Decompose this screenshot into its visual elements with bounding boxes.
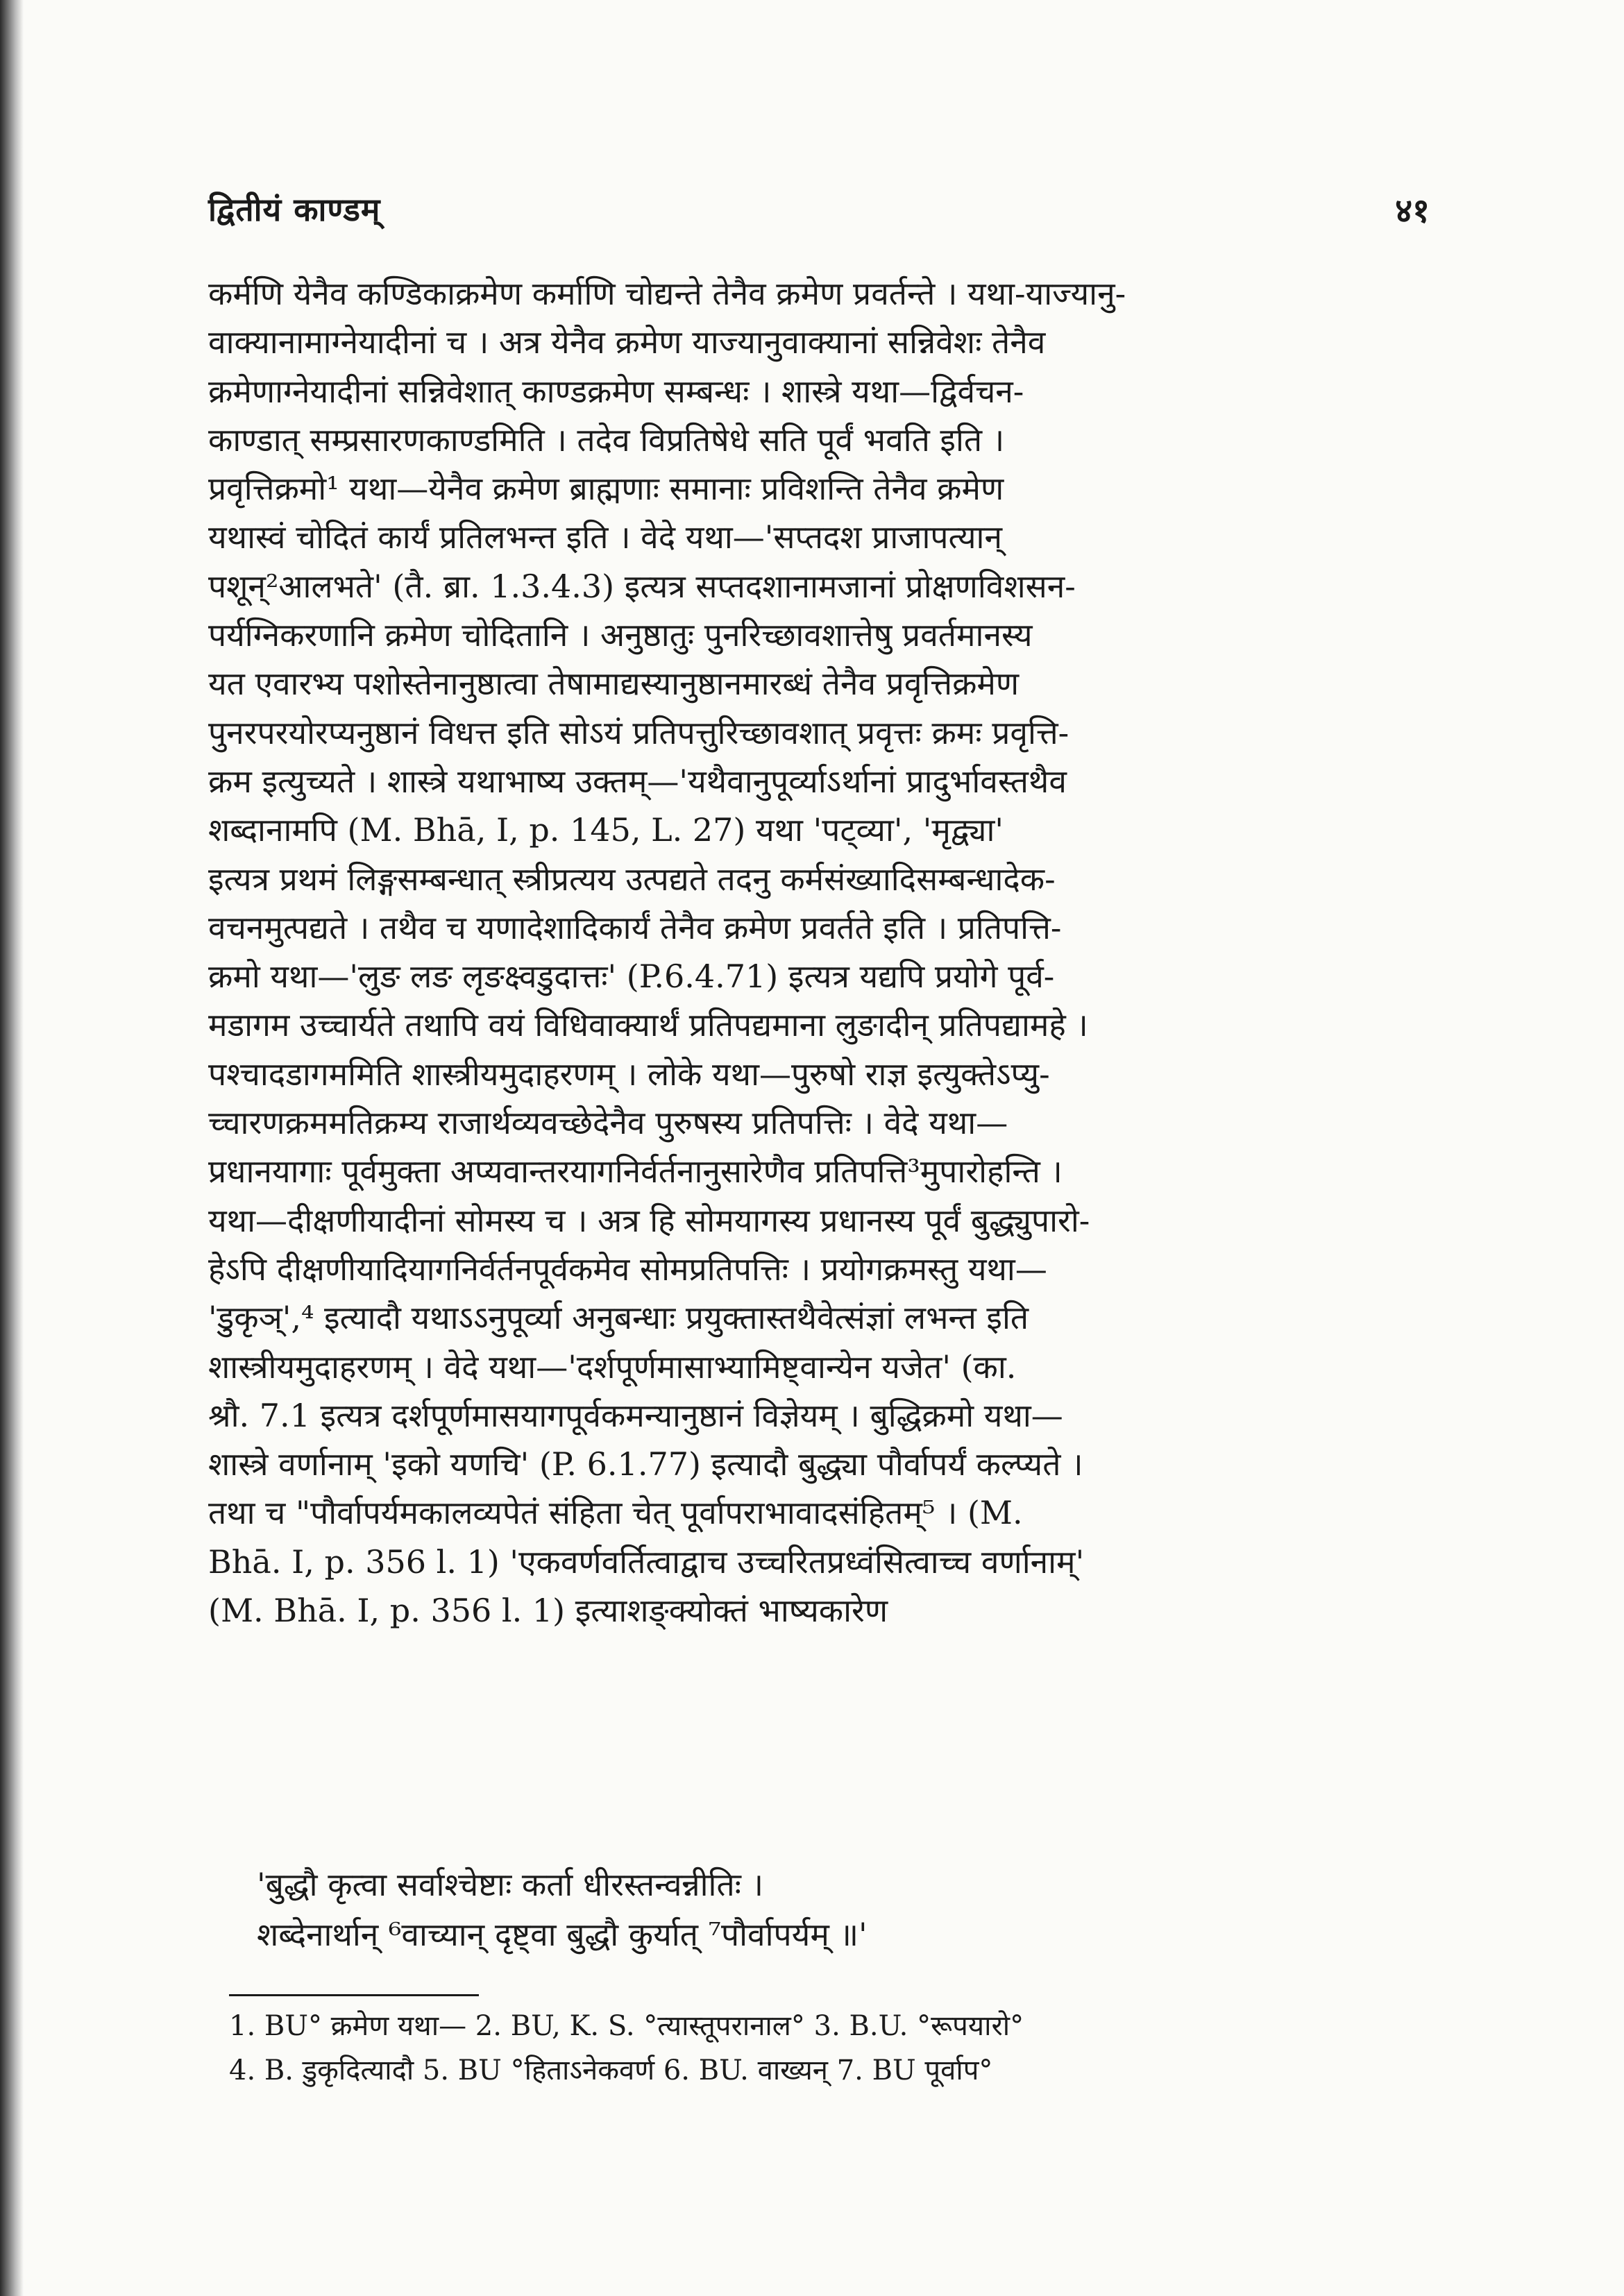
text-line: यथास्वं चोदितं कार्यं प्रतिलभन्त इति । वेदे यथा—'सप्तदश प्राजापत्यान् <box>208 518 1002 556</box>
footnote-separator <box>229 1994 479 1996</box>
body-paragraph <box>208 269 1395 1635</box>
footnote-line: 1. BU° क्रमेण यथा— 2. BU, K. S. °त्यास्तूपरानाल° 3. B.U. °रूपयारो° <box>229 2010 1024 2042</box>
text-line: पशून्²आलभते' (तै. ब्रा. 1.3.4.3) इत्यत्र सप्तदशानामजानां प्रोक्षणविशसन- <box>208 567 1076 605</box>
text-line: इत्यत्र प्रथमं लिङ्गसम्बन्धात् स्त्रीप्रत्यय उत्पद्यते तदनु कर्मसंख्यादिसम्बन्धादेक- <box>208 860 1056 898</box>
text-line: शब्दानामपि (M. Bhā, I, p. 145, L. 27) यथा 'पट्व्या', 'मृद्व्या' <box>208 811 1004 849</box>
text-line: (M. Bhā. I, p. 356 l. 1) इत्याशङ्क्योक्तं भाष्यकारेण <box>208 1592 888 1630</box>
footnotes <box>229 2004 1409 2093</box>
text-line: पश्चादडागममिति शास्त्रीयमुदाहरणम् । लोके यथा—पुरुषो राज्ञ इत्युक्तेऽप्यु- <box>208 1055 1050 1093</box>
text-line: शास्त्रीयमुदाहरणम् । वेदे यथा—'दर्शपूर्णमासाभ्यामिष्ट्वान्येन यजेत' (का. <box>208 1347 1017 1386</box>
verse-line: शब्देनार्थान् ⁶वाच्यान् दृष्ट्वा बुद्धौ कुर्यात् ⁷पौर्वापर्यम् ॥' <box>257 1916 868 1953</box>
text-line: पुनरपरयोरप्यनुष्ठानं विधत्त इति सोऽयं प्रतिपत्तुरिच्छावशात् प्रवृत्तः क्रमः प्रवृत्ति- <box>208 713 1069 751</box>
text-line: शास्त्रे वर्णानाम् 'इको यणचि' (P. 6.1.77) इत्यादौ बुद्ध्या पौर्वापर्यं कल्प्यते । <box>208 1445 1083 1483</box>
text-line: श्रौ. 7.1 इत्यत्र दर्शपूर्णमासयागपूर्वकमन्यानुष्ठानं विज्ञेयम् । बुद्धिक्रमो यथा— <box>208 1396 1063 1434</box>
text-line: क्रम इत्युच्यते । शास्त्रे यथाभाष्य उक्तम्—'यथैवानुपूर्व्याऽर्थानां प्रादुर्भावस्तथैव <box>208 762 1067 800</box>
text-line: यथा—दीक्षणीयादीनां सोमस्य च । अत्र हि सोमयागस्य प्रधानस्य पूर्वं बुद्ध्युपारो- <box>208 1201 1090 1239</box>
verse-line: 'बुद्धौ कृत्वा सर्वाश्चेष्टाः कर्ता धीरस्तन्वन्नीतिः । <box>257 1866 764 1903</box>
text-line: तथा च "पौर्वापर्यमकालव्यपेतं संहिता चेत् पूर्वापराभावादसंहितम्⁵ । (M. <box>208 1494 1023 1532</box>
page-header <box>208 187 1430 250</box>
text-line: पर्यग्निकरणानि क्रमेण चोदितानि । अनुष्ठातुः पुनरिच्छावशात्तेषु प्रवर्तमानस्य <box>208 616 1033 654</box>
running-title: द्वितीयं काण्डम् <box>208 191 381 228</box>
verse-quote <box>257 1860 1298 1959</box>
text-line: प्रवृत्तिक्रमो¹ यथा—येनैव क्रमेण ब्राह्मणाः समानाः प्रविशन्ति तेनैव क्रमेण <box>208 470 1004 508</box>
text-line: क्रमो यथा—'लुङ लङ लृङक्ष्वडुदात्तः' (P.6.4.71) इत्यत्र यद्यपि प्रयोगे पूर्व- <box>208 958 1055 996</box>
text-line: हेऽपि दीक्षणीयादियागनिर्वर्तनपूर्वकमेव सोमप्रतिपत्तिः । प्रयोगक्रमस्तु यथा— <box>208 1250 1047 1288</box>
text-line: मडागम उच्चार्यते तथापि वयं विधिवाक्यार्थं प्रतिपद्यमाना लुङादीन् प्रतिपद्यामहे । <box>208 1006 1088 1044</box>
text-line: वचनमुत्पद्यते । तथैव च यणादेशादिकार्यं तेनैव क्रमेण प्रवर्तते इति । प्रतिपत्ति- <box>208 908 1062 946</box>
text-line: Bhā. I, p. 356 l. 1) 'एकवर्णवर्तित्वाद्वाच उच्चरितप्रध्वंसित्वाच्च वर्णानाम्' <box>208 1542 1085 1581</box>
text-line: काण्डात् सम्प्रसारणकाण्डमिति । तदेव विप्रतिषेधे सति पूर्वं भवति इति । <box>208 420 1005 459</box>
page-number: ४१ <box>1395 192 1430 230</box>
page-binding-edge <box>0 0 24 2296</box>
text-line: यत एवारभ्य पशोस्तेनानुष्ठात्वा तेषामाद्यस्यानुष्ठानमारब्धं तेनैव प्रवृत्तिक्रमेण <box>208 665 1020 703</box>
text-line: वाक्यानामाग्नेयादीनां च । अत्र येनैव क्रमेण याज्यानुवाक्यानां सन्निवेशः तेनैव <box>208 323 1046 362</box>
text-line: च्चारणक्रममतिक्रम्य राजार्थव्यवच्छेदेनैव पुरुषस्य प्रतिपत्तिः । वेदे यथा— <box>208 1104 1008 1142</box>
text-line: प्रधानयागाः पूर्वमुक्ता अप्यवान्तरयागनिर्वर्तनानुसारेणैव प्रतिपत्ति³मुपारोहन्ति । <box>208 1153 1063 1191</box>
text-line: कर्मणि येनैव कण्डिकाक्रमेण कर्माणि चोद्यन्ते तेनैव क्रमेण प्रवर्तन्ते । यथा-याज्यानु- <box>208 275 1126 312</box>
text-line: क्रमेणाग्नेयादीनां सन्निवेशात् काण्डक्रमेण सम्बन्धः । शास्त्रे यथा—द्विर्वचन- <box>208 372 1024 410</box>
text-line: 'डुकृञ्',⁴ इत्यादौ यथाऽऽनुपूर्व्या अनुबन्धाः प्रयुक्तास्तथैवेत्संज्ञां लभन्त इति <box>208 1299 1029 1337</box>
footnote-line: 4. B. डुकृदित्यादौ 5. BU °हिताऽनेकवर्ण 6. BU. वाख्यन् 7. BU पूर्वाप° <box>229 2055 993 2086</box>
